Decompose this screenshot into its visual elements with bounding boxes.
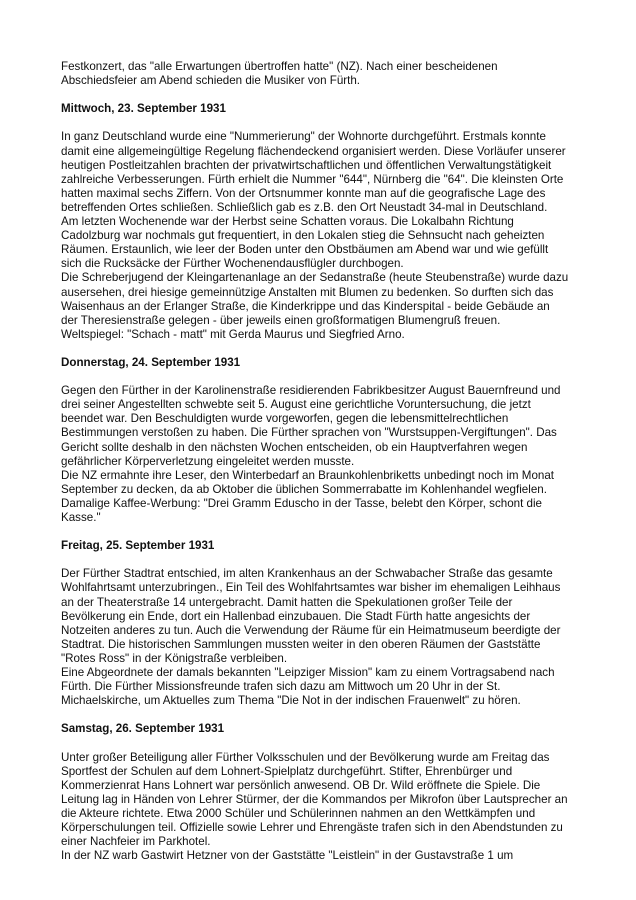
text-line: Bestimmungen verstoßen zu haben. Die Fürther sprachen von "Wurstsuppen-Vergiftungen". Das: [61, 426, 557, 440]
text-line: beendet war. Den Beschuldigten wurde vorgeworfen, gegen die lebensmittelrechtlichen: [61, 412, 509, 426]
intro-paragraph: [61, 60, 591, 88]
text-line: September zu decken, da ab Oktober die üblichen Sommerrabatte im Kohlenhandel wegfielen.: [61, 482, 547, 496]
text-line: ausersehen, drei hiesige gemeinnützige Anstalten mit Blumen zu bedenken. So durften sich das: [61, 285, 554, 299]
text-line: Eine Abgeordnete der damals bekannten "Leipziger Mission" kam zu einem Vortragsabend nach: [61, 666, 555, 680]
text-line: Die NZ ermahnte ihre Leser, den Winterbedarf an Braunkohlenbriketts unbedingt noch im Monat: [61, 468, 555, 482]
text-line: Der Fürther Stadtrat entschied, im alten Krankenhaus an der Schwabacher Straße das gesamte: [61, 567, 553, 581]
section-heading: Freitag, 25. September 1931: [61, 539, 215, 553]
text-line: hatten maximal sechs Ziffern. Von der Ortsnummer konnte man auf die geografische Lage des: [61, 186, 546, 200]
text-line: Gericht sollte deshalb in den nächsten Wochen entscheiden, ob ein Hauptverfahren wegen: [61, 440, 528, 454]
section-samstag: [61, 722, 591, 863]
spacer: [61, 88, 591, 102]
text-line: Die Schreberjugend der Kleingartenanlage an der Sedanstraße (heute Steubenstraße) wurde dazu: [61, 271, 569, 285]
section-heading: Donnerstag, 24. September 1931: [61, 355, 241, 369]
text-line: damit eine allgemeingültige Regelung flächendeckend organisiert werden. Diese Vorläufer unserer: [61, 144, 566, 158]
section-heading: Samstag, 26. September 1931: [61, 722, 225, 736]
section-freitag: [61, 539, 591, 708]
text-line: Körperschulungen teil. Offizielle sowie Lehrer und Ehrengäste trafen sich in den Abendstunden zu: [61, 821, 563, 835]
text-line: an der Theaterstraße 14 untergebracht. Damit hatten die Spekulationen großer Teile der: [61, 595, 513, 609]
section-donnerstag: [61, 356, 591, 525]
text-line: Stadtrat. Die historischen Sammlungen mussten weiter in den oberen Räumen der Gaststätte: [61, 637, 541, 651]
text-line: Kasse.": [61, 511, 101, 524]
text-line: heutigen Postleitzahlen brachten der privatwirtschaftlichen und öffentlichen Verwaltungstätigkeit: [61, 158, 552, 172]
text-line: sich die Rucksäcke der Fürther Wochenendausflügler durchbogen.: [61, 257, 404, 271]
text-line: Kommerzienrat Hans Lohnert war persönlich anwesend. OB Dr. Wild eröffnete die Spiele. Die: [61, 778, 541, 792]
text-line: betreffenden Ortes schließen. Schließlich gab es z.B. den Ort Neustadt 34-mal in Deutschland.: [61, 200, 548, 214]
text-line: Michaelskirche, um Aktuelles zum Thema "Die Not in der indischen Frauenwelt" zu hören.: [61, 694, 521, 708]
text-line: Cadolzburg war nochmals gut frequentiert, in den Lokalen stieg die Sehnsucht nach geheizten: [61, 229, 545, 243]
text-line: Notzeiten anderes zu tun. Auch die Verwendung der Räume für ein Heimatmuseum beerdigte der: [61, 623, 561, 637]
text-line: In der NZ warb Gastwirt Hetzner von der Gaststätte "Leistlein" in der Gustavstraße 1 um: [61, 849, 514, 863]
text-line: drei seiner Angestellten schwebte seit 5. August eine gerichtliche Voruntersuchung, die jetzt: [61, 398, 531, 412]
spacer: [61, 737, 591, 751]
text-line: Waisenhaus an der Erlanger Straße, die Kinderkrippe und das Kinderspital - beide Gebäude an: [61, 299, 550, 313]
section-heading: Mittwoch, 23. September 1931: [61, 102, 226, 116]
text-line: In ganz Deutschland wurde eine "Nummerierung" der Wohnorte durchgeführt. Erstmals konnte: [61, 130, 546, 144]
text-line: Sportfest der Schulen auf dem Lohnert-Spielplatz durchgeführt. Stifter, Ehrenbürger und: [61, 764, 513, 778]
spacer: [61, 342, 591, 356]
text-line: Damalige Kaffee-Werbung: "Drei Gramm Eduscho in der Tasse, belebt den Körper, schont die: [61, 496, 543, 510]
spacer: [61, 370, 591, 384]
spacer: [61, 525, 591, 539]
text-line: der Theresienstraße gelegen - über jeweils einen großformatigen Blumengruß freuen.: [61, 313, 501, 327]
text-line: Gegen den Fürther in der Karolinenstraße residierenden Fabrikbesitzer August Bauernfreund und: [61, 384, 561, 398]
text-line: "Rotes Ross" in der Königstraße verbleiben.: [61, 651, 288, 665]
text-line: Festkonzert, das "alle Erwartungen übertroffen hatte" (NZ). Nach einer bescheidenen: [61, 60, 498, 73]
text-line: Bevölkerung ein Ende, dort ein Hallenbad einzubauen. Die Stadt Fürth hatte angesichts der: [61, 609, 531, 623]
text-line: Wohlfahrtsamt unterzubringen., Ein Teil des Wohlfahrtsamtes war bisher im ehemaligen Leihhaus: [61, 581, 561, 595]
text-line: Unter großer Beteiligung aller Fürther Volksschulen und der Bevölkerung wurde am Freitag das: [61, 750, 550, 764]
text-line: Räumen. Erstaunlich, wie leer der Boden unter den Obstbäumen am Abend war und wie gefüllt: [61, 243, 549, 257]
spacer: [61, 553, 591, 567]
text-line: Am letzten Wochenende war der Herbst seine Schatten voraus. Die Lokalbahn Richtung: [61, 215, 514, 229]
text-line: Fürth. Die Fürther Missionsfreunde trafen sich dazu am Mittwoch um 20 Uhr in der St.: [61, 680, 501, 694]
spacer: [61, 708, 591, 722]
text-line: gefährlicher Körperverletzung eingeleitet werden musste.: [61, 454, 355, 468]
document-page: [61, 60, 591, 863]
text-line: zahlreiche Verbesserungen. Fürth erhielt die Nummer "644", Nürnberg die "64". Die kleinsten Orte: [61, 172, 564, 186]
text-line: einer Nachfeier im Parkhotel.: [61, 835, 211, 849]
text-line: Abschiedsfeier am Abend schieden die Musiker von Fürth.: [61, 74, 361, 88]
section-mittwoch: [61, 102, 591, 342]
text-line: die Akteure richtete. Etwa 2000 Schüler und Schülerinnen nahmen an den Wettkämpfen und: [61, 806, 536, 820]
text-line: Leitung lag in Händen von Lehrer Stürmer, der die Kommandos per Mikrofon über Lautsprecher an: [61, 792, 568, 806]
text-line: Weltspiegel: "Schach - matt" mit Gerda Maurus und Siegfried Arno.: [61, 327, 405, 341]
spacer: [61, 116, 591, 130]
